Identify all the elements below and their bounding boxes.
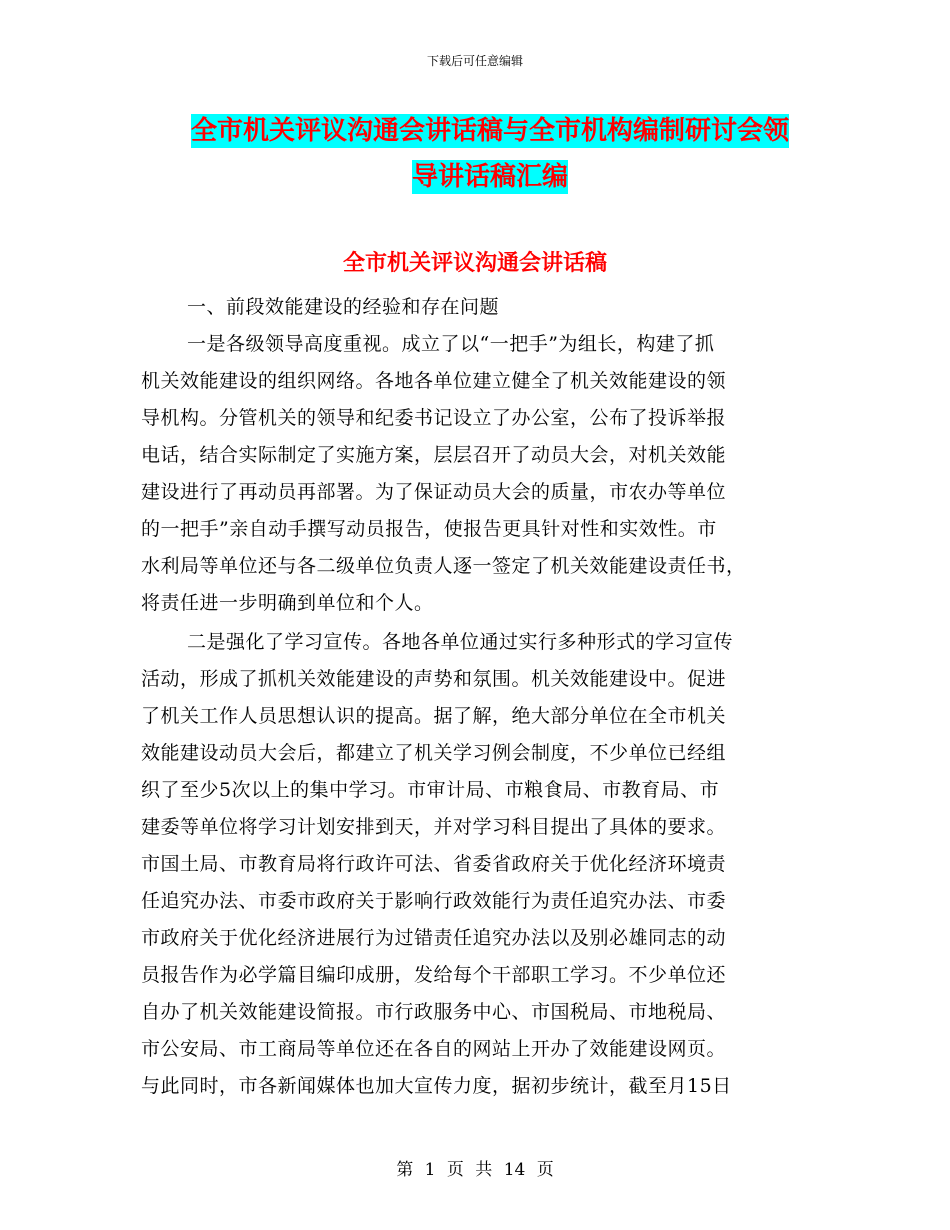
text-line: 市政府关于优化经济进展行为过错责任追究办法以及别必雄同志的动 <box>141 927 727 949</box>
page-footer: 第 1 页 共 14 页 <box>396 1160 554 1180</box>
document-title-line-2: 导讲话稿汇编 <box>411 162 568 192</box>
text-line: 一、前段效能建设的经验和存在问题 <box>187 296 500 318</box>
text-line: 任追究办法、市委市政府关于影响行政效能行为责任追究办法、市委 <box>141 890 727 912</box>
section-title: 全市机关评议沟通会讲话稿 <box>342 250 607 276</box>
text-line: 效能建设动员大会后，都建立了机关学习例会制度，不少单位已经组 <box>141 742 727 764</box>
text-line: 与此同时，市各新闻媒体也加大宣传力度，据初步统计，截至月15日 <box>141 1075 732 1097</box>
text-line: 水利局等单位还与各二级单位负责人逐一签定了机关效能建设责任书， <box>141 555 746 577</box>
document-title-line-1: 全市机关评议沟通会讲话稿与全市机构编制研讨会领 <box>190 116 789 146</box>
text-line: 机关效能建设的组织网络。各地各单位建立健全了机关效能建设的领 <box>141 370 727 392</box>
text-line: 建设进行了再动员再部署。为了保证动员大会的质量，市农办等单位 <box>141 481 727 503</box>
text-line: 市公安局、市工商局等单位还在各自的网站上开办了效能建设网页。 <box>141 1038 727 1060</box>
text-line: 导机构。分管机关的领导和纪委书记设立了办公室，公布了投诉举报 <box>141 407 727 429</box>
text-line: 市国土局、市教育局将行政许可法、省委省政府关于优化经济环境责 <box>141 853 727 875</box>
text-line: 员报告作为必学篇目编印成册，发给每个干部职工学习。不少单位还 <box>141 964 727 986</box>
body-text <box>141 289 801 1105</box>
text-line: 自办了机关效能建设简报。市行政服务中心、市国税局、市地税局、 <box>141 1001 727 1023</box>
text-line: 将责任进一步明确到单位和个人。 <box>141 592 434 614</box>
header-note: 下载后可任意编辑 <box>426 54 523 68</box>
text-line: 织了至少5次以上的集中学习。市审计局、市粮食局、市教育局、市 <box>141 779 720 801</box>
text-line: 活动，形成了抓机关效能建设的声势和氛围。机关效能建设中。促进 <box>141 668 727 690</box>
text-line: 电话，结合实际制定了实施方案，层层召开了动员大会，对机关效能 <box>141 444 727 466</box>
text-line: 二是强化了学习宣传。各地各单位通过实行多种形式的学习宣传 <box>187 631 734 653</box>
text-line: 建委等单位将学习计划安排到天，并对学习科目提出了具体的要求。 <box>141 816 727 838</box>
text-line: 的一把手”亲自动手撰写动员报告，使报告更具针对性和实效性。市 <box>141 518 717 540</box>
text-line: 一是各级领导高度重视。成立了以“一把手”为组长，构建了抓 <box>187 333 715 355</box>
document-title <box>140 108 840 200</box>
text-line: 了机关工作人员思想认识的提高。据了解，绝大部分单位在全市机关 <box>141 705 727 727</box>
